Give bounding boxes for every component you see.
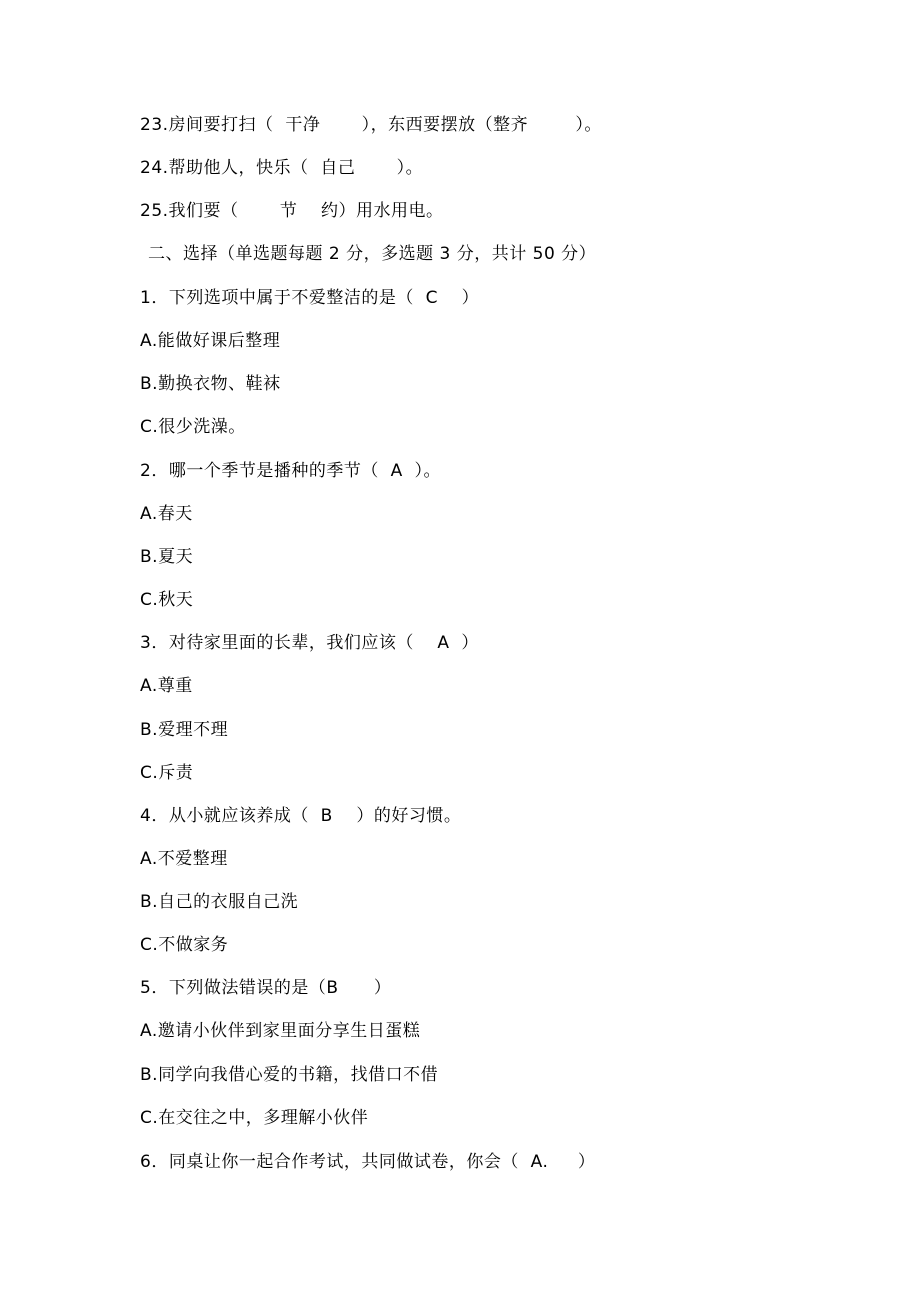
option-3b: B.爱理不理 [140, 720, 229, 740]
fill-blank-question-23: 23.房间要打扫（ 干净 ），东西要摆放（整齐 ）。 [140, 115, 602, 135]
choice-question-2: 2．哪一个季节是播种的季节（ A ）。 [140, 461, 442, 481]
option-3a: A.尊重 [140, 676, 193, 696]
option-4c: C.不做家务 [140, 935, 229, 955]
option-1b: B.勤换衣物、鞋袜 [140, 374, 281, 394]
option-2b: B.夏天 [140, 547, 194, 567]
fill-blank-question-24: 24.帮助他人，快乐（ 自己 ）。 [140, 158, 424, 178]
choice-question-6: 6．同桌让你一起合作考试，共同做试卷，你会（ A. ） [140, 1152, 596, 1172]
option-4b: B.自己的衣服自己洗 [140, 892, 299, 912]
option-1a: A.能做好课后整理 [140, 331, 281, 351]
option-1c: C.很少洗澡。 [140, 417, 246, 437]
choice-question-3: 3．对待家里面的长辈，我们应该（ A ） [140, 633, 479, 653]
section-heading-choice: 二、选择（单选题每题 2 分，多选题 3 分，共计 50 分） [148, 244, 597, 264]
choice-question-1: 1．下列选项中属于不爱整洁的是（ C ） [140, 288, 480, 308]
option-5a: A.邀请小伙伴到家里面分享生日蛋糕 [140, 1021, 421, 1041]
choice-question-4: 4．从小就应该养成（ B ）的好习惯。 [140, 806, 462, 826]
option-2a: A.春天 [140, 504, 193, 524]
option-4a: A.不爱整理 [140, 849, 228, 869]
fill-blank-question-25: 25.我们要（ 节 约）用水用电。 [140, 201, 444, 221]
choice-question-5: 5．下列做法错误的是（B ） [140, 978, 392, 998]
option-5c: C.在交往之中，多理解小伙伴 [140, 1108, 369, 1128]
option-2c: C.秋天 [140, 590, 194, 610]
option-5b: B.同学向我借心爱的书籍，找借口不借 [140, 1065, 439, 1085]
option-3c: C.斥责 [140, 763, 194, 783]
